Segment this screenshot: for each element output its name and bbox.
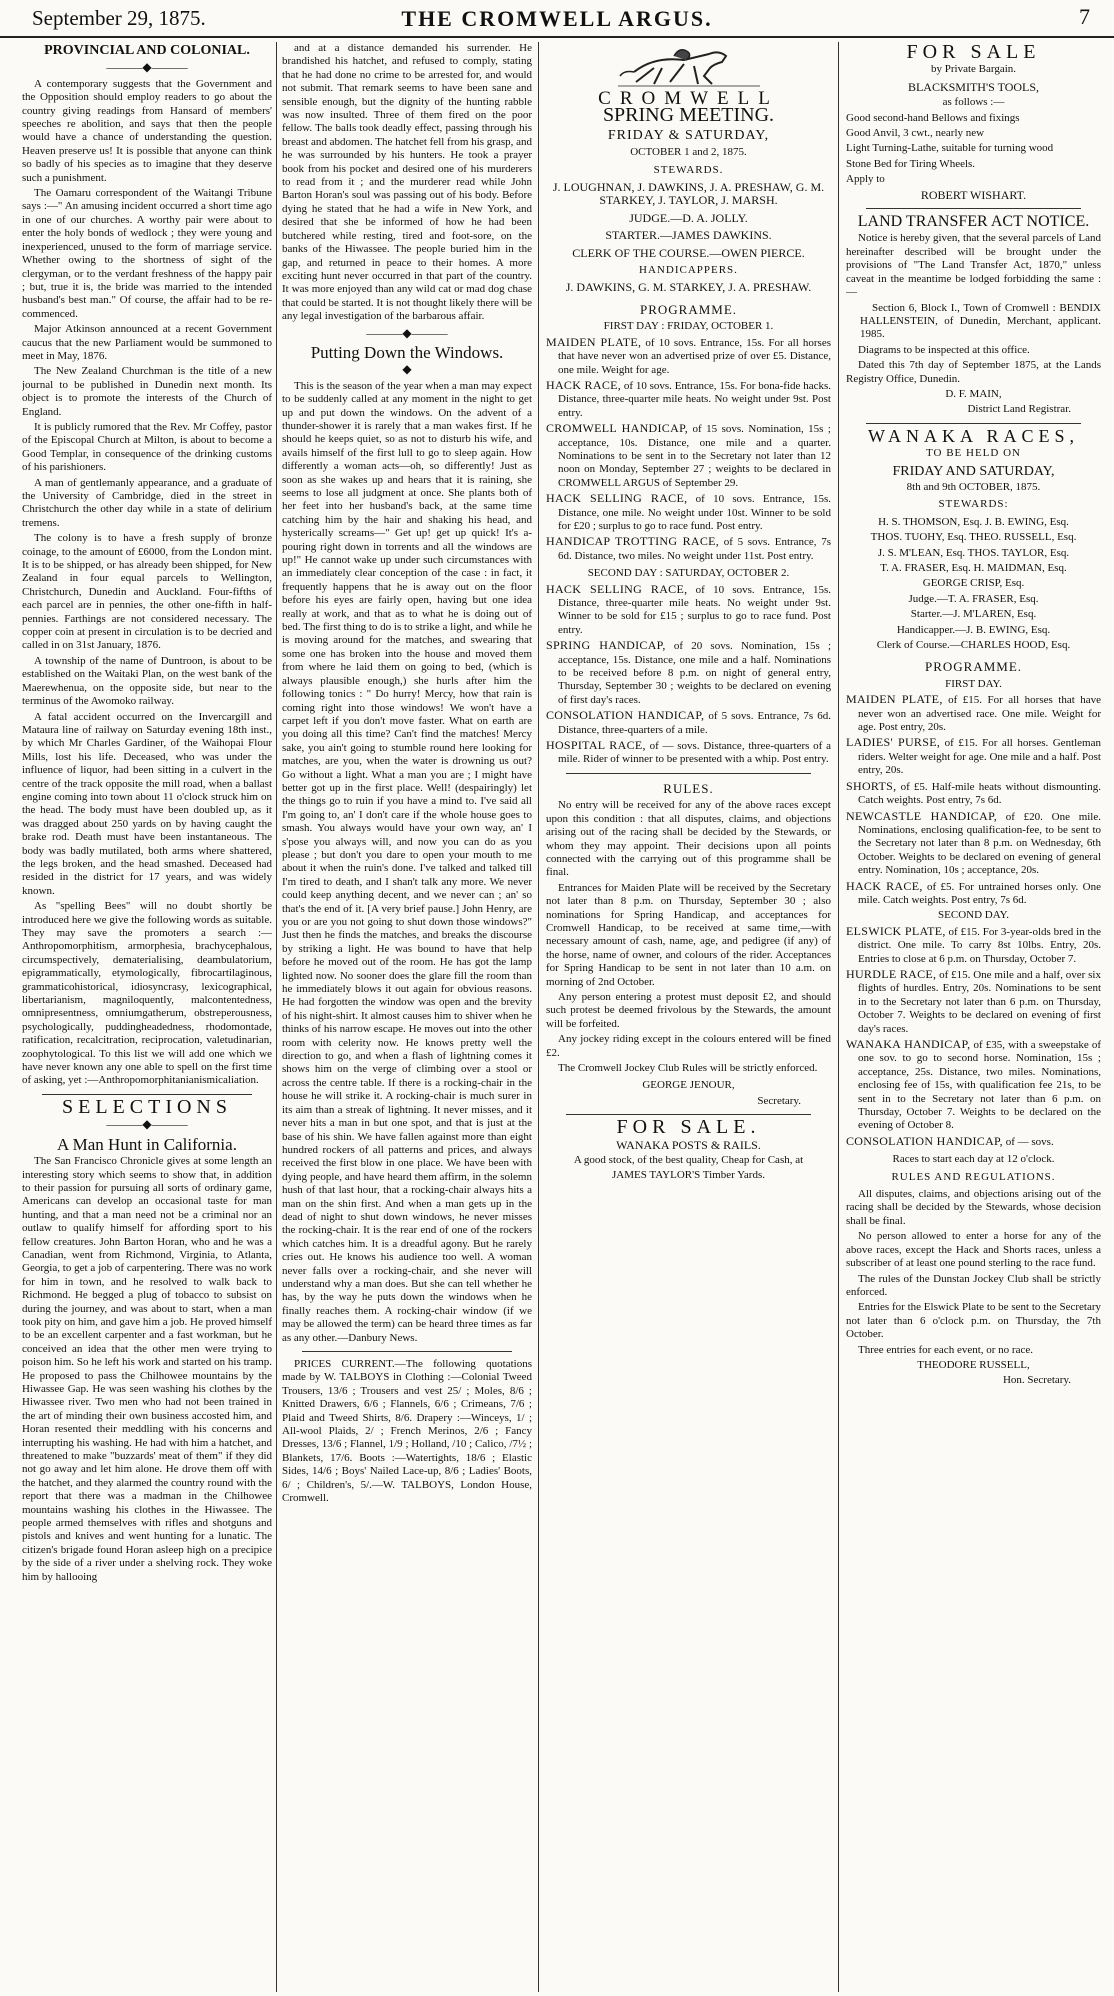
race-name: HOSPITAL RACE, xyxy=(546,738,646,753)
tools-intro: as follows :— xyxy=(942,96,1005,109)
starter: STARTER.—JAMES DAWKINS. xyxy=(605,228,772,243)
race-name: HACK RACE, xyxy=(546,377,622,392)
race-entry xyxy=(546,709,831,737)
ad-title: WANAKA POSTS & RAILS. xyxy=(616,1137,761,1152)
column-rule xyxy=(276,42,277,1992)
race-name: LADIES' PURSE, xyxy=(846,735,941,750)
race-entry xyxy=(546,379,831,420)
divider xyxy=(42,1094,252,1095)
race-entry xyxy=(846,968,1101,1036)
race-details: of 10 sovs. Entrance, 15s. Distance, three-quarter mile heats. No weight under 9st. Winner to be sold for £15 ; surplus to go to race fund. Post entry. xyxy=(558,583,831,636)
steward-name: H. S. THOMSON, Esq. J. B. EWING, Esq. xyxy=(878,515,1069,528)
race-entry xyxy=(546,739,831,767)
race-details: of £5. Half-mile heats without dismounting. Catch weights. Post entry, 7s 6d. xyxy=(858,780,1101,807)
race-name: CONSOLATION HANDICAP, xyxy=(546,708,705,723)
race-entry xyxy=(846,925,1101,966)
race-entry xyxy=(846,780,1101,808)
race-name: SPRING HANDICAP, xyxy=(546,638,666,653)
race-entry xyxy=(846,810,1101,878)
race-entry xyxy=(846,736,1101,777)
selections-heading: SELECTIONS xyxy=(62,1095,232,1118)
wanaka-handicapper: Handicapper.—J. B. EWING, Esq. xyxy=(896,623,1051,636)
race-details: of £35, with a sweepstake of one sov. to go to second horse. Nomination, 15s ; acceptance, 25s. Distance, two miles. Nominations, enclosing fee of 15s, with qualification fee 21s, to be sent in to the Secretary not later than 6 p.m. on Thursday, October 7. Weights to be declared on the evening of October 8. xyxy=(858,1039,1101,1132)
race-entry xyxy=(546,535,831,563)
article-paragraph: The New Zealand Churchman is the title of a new journal to be published in Dunedin next month. Its object is to promote the interests of the Church of England. xyxy=(22,365,272,418)
racehorse-engraving xyxy=(546,42,831,88)
held-on: TO BE HELD ON xyxy=(926,447,1021,460)
rule-paragraph: Entries for the Elswick Plate to be sent to the Secretary not later than 6 o'clock p.m. on Thursday, the 7th October. xyxy=(846,1301,1101,1341)
race-details: of 15 sovs. Nomination, 15s ; acceptance, 10s. Distance, one mile and a quarter. Nominations to be sent in to the Secretary not later than 12 noon on Monday, September 27 ; weights to be declared in CROMWELL ARGUS of September 29. xyxy=(558,423,831,489)
race-name: HANDICAP TROTTING RACE, xyxy=(546,534,720,549)
race-details: of — sovs. Distance, three-quarters of a mile. Rider of winner to be presented with a whip. Post entry. xyxy=(558,740,831,766)
story-continued xyxy=(282,42,532,324)
article-paragraph: Major Atkinson announced at a recent Government caucus that the new Parliament would be summoned to meet in May, 1876. xyxy=(22,323,272,362)
race-details: of £15. One mile and a half, over six flights of hurdles. Entry, 20s. Nominations to be sent in to the Secretary not later than 6 p.m. on Thursday, October 7. Weights to be declared on evening of first day's races. xyxy=(858,968,1101,1035)
second-day-heading: SECOND DAY : SATURDAY, OCTOBER 2. xyxy=(587,567,790,580)
second-day-races xyxy=(546,583,831,767)
divider xyxy=(866,208,1081,209)
rules-heading: RULES. xyxy=(663,780,714,796)
tool-item: Light Turning-Lathe, suitable for turning wood xyxy=(846,142,1054,155)
story-title: A Man Hunt in California. xyxy=(57,1134,237,1154)
meeting-title: CROMWELL xyxy=(598,88,779,109)
race-details: of £5. For untrained horses only. One mile. Catch weights. Post entry, 7s 6d. xyxy=(858,880,1101,906)
ornament-divider: ———◆——— xyxy=(366,325,448,340)
article-paragraph: The colony is to have a fresh supply of bronze coinage, to the amount of £6000, from the London mint. It is to be shipped, or has already been shipped, for New Zealand in four equal parcels to Wellington, Christchurch, Dunedin and Auckland. Four-fifths of each parcel are in pennies, the other one-fifth in half-pennies. Farthings are not considered necessary. The copper coin at present in circulation is to be decried and called in on 31st January, 1876. xyxy=(22,532,272,652)
race-name: HURDLE RACE, xyxy=(846,966,937,981)
column-stories xyxy=(282,42,532,1992)
race-name: HACK SELLING RACE, xyxy=(546,491,688,506)
race-entry xyxy=(546,492,831,533)
steward-name: J. S. M'LEAN, Esq. THOS. TAYLOR, Esq. xyxy=(877,546,1070,559)
article-paragraph: It is publicly rumored that the Rev. Mr Coffey, pastor of the Episcopal Church at Milton, is about to become a Good Templar, in consequence of the drinking customs of his parishioners. xyxy=(22,420,272,474)
rule-paragraph: Entrances for Maiden Plate will be received by the Secretary not later than 8 p.m. on Thursday, September 30 ; also nominations for Spring Handicap, and acceptances for Cromwell Handicap, to be received at same time,—with necessary amount of cash, name, age, and pedigree (if any) of the horse, name of owner, and colours of the rider. Acceptances for Spring Handicap to be sent in not later than 10 a.m. on morning of 2nd October. xyxy=(546,881,831,988)
first-day-heading: FIRST DAY : FRIDAY, OCTOBER 1. xyxy=(603,320,774,333)
article-paragraph: A fatal accident occurred on the Invercargill and Mataura line of railway on Saturday evening 18th inst., by which Mr Charles Gardiner, of the Waihopai Flour Mills, lost his life. Deceased, who was under the influence of liquor, had been sitting in a culvert in the centre of the track opposite the mill road, when a ballast engine coming into town about 11 o'clock struck him on the head. The body must have been doubled up, as it was dragged about 250 yards on by having caught the brake rod. Death must have been instantaneous. The body was badly mutilated, both arms where shattered, the legs broken, and the head smashed. Deceased had resided in the district for 17 years, and was widely known. xyxy=(22,710,272,897)
race-name: ELSWICK PLATE, xyxy=(846,923,946,938)
land-section: Section 6, Block I., Town of Cromwell : BENDIX HALLENSTEIN, of Dunedin, Merchant, applicant. 1985. xyxy=(860,301,1101,341)
registrar-title: District Land Registrar. xyxy=(967,403,1071,416)
race-entry xyxy=(846,1038,1101,1133)
race-name: SHORTS, xyxy=(846,778,897,793)
first-day-races xyxy=(546,336,831,564)
rule-paragraph: No entry will be received for any of the above races except upon this condition : that all disputes, claims, and objections arising out of the racing shall be decided by the Stewards, or whom they may appoint. Their decisions upon all points connected with the carrying out of this programme shall be final. xyxy=(546,799,831,879)
clerk-of-course: CLERK OF THE COURSE.—OWEN PIERCE. xyxy=(572,245,805,260)
divider xyxy=(866,423,1081,424)
paper-title: THE CROMWELL ARGUS. xyxy=(401,6,713,31)
wanaka-first-day-races xyxy=(846,693,1101,907)
column-provincial xyxy=(22,42,272,1992)
wanaka-secretary-title: Hon. Secretary. xyxy=(1002,1374,1071,1387)
column-rule xyxy=(838,42,839,1992)
story-paragraph: and at a distance demanded his surrender. He brandished his hatchet, and refused to comply, stating that he had done no crime to be arrested for, and would not submit. That remark seems to have been sane and sensible enough, but the dignity of the hunting rabble was now insulted. Three of them fired on the poor fellow. The balls took deadly effect, passing through his breast and abdomen. The hatchet fell from his grasp, and he was surrounded by his hunters. He took a prayer book from his pocket and desired one of his murderers to read from it ; and the murderer read while John Barton Horan's soul was passing out of his body. Before dying he stated that he had a wife in New York, and desired that she be informed of how he had been butchered while resting, tired and foot-sore, on the banks of the Hiwassee. The people buried him in the gap, and returned in peace to their homes. A more exciting hunt never occurred in that part of the country. It was more enjoyed than any wild cat or mad dog chase that could be started. It is not thought likely there will be any legal investigation of the barbarous affair. xyxy=(282,42,532,323)
article-paragraph: As "spelling Bees" will no doubt shortly be introduced here we give the following words as suitable. They may save the promoters a search :—Anthropomorphitism, armorphesia, brachycephalous, circumspectively, dematerialising, deambulatorium, epigrammatically, etymologically, fibrocartilaginous, grammaticohistorical, idiosyncrasy, lexicographical, libertarianism, magniloquently, malcontentedness, omnipresentness, omniumgatherum, obstreperousness, psychologically, puddingheadedness, rhodomontade, ratification, recalcitration, reciprocation, valetudinarian, zoophytological. To this list we will add one which we have never known any one able to spell on the first time of asking, yet :—Anthropomorphitanianismicaliation. xyxy=(22,900,272,1087)
meeting-days: FRIDAY & SATURDAY, xyxy=(607,127,770,143)
judge: JUDGE.—D. A. JOLLY. xyxy=(629,210,748,225)
race-name: MAIDEN PLATE, xyxy=(846,692,943,707)
meeting-dates: OCTOBER 1 and 2, 1875. xyxy=(630,146,747,159)
stewards-heading: STEWARDS. xyxy=(653,163,724,176)
race-details: of 10 sovs. Entrance, 15s. For all horses that have never won an advertised prize of over £5. Distance, one mile. Weight for age. xyxy=(558,336,831,376)
section-heading: PROVINCIAL AND COLONIAL. xyxy=(44,43,250,58)
divider xyxy=(566,773,811,774)
story-title: Putting Down the Windows. xyxy=(310,342,504,362)
stewards-list: J. LOUGHNAN, J. DAWKINS, J. A. PRESHAW, G. M. STARKEY, J. TAYLOR, J. MARSH. xyxy=(552,180,825,208)
secretary-title: Secretary. xyxy=(757,1094,801,1107)
ornament-divider: ———◆——— xyxy=(106,60,188,75)
ornament-divider: ◆ xyxy=(402,362,412,377)
race-entry xyxy=(546,422,831,490)
tool-item: Good second-hand Bellows and fixings xyxy=(846,111,1020,124)
story-paragraph: This is the season of the year when a man may expect to be suddenly called at any moment in the night to get up and put down the windows. On the advent of a thunder-shower it is rarely that a man wakes first. If he should he keeps quiet, so as not to disturb his wife, and avails himself of the first lull to go to sleep again. How differently a woman acts—oh, so differently! Just as soon as she wakes up and hears that it is raining, she seems to lose all judgment at once. She plants both of her feet into her husband's back, at the same time catching him by the hair and shaking his head, and hysterically screams—" Get up! get up quick! It's a-pouring right down in torrents and all the windows are up!" He cannot wake up under such circumstances with an immediately clear conception of the case : in fact, it frequently happens that he is away out on the floor before his eyes are fairly open, having but one idea really at work, and that as to what he is doing out of bed. The first thing to do is to strike a light, and while he is moving around for the matches, and swearing that some one has broken into the house and moved them from where he laid them on going to bed, (which is always plausible enough,) she hurls after him the following tonics : " Do hurry! Mercy, how that rain is coming right into those windows! We won't have a carpet left if you don't move faster. What on earth are you doing all this time? Can't find the matches! Mercy sake, you ain't going to stumble round here looking for matches, are you, when the water is drowning us out? Go without a light. What a man you are ; I might have better got up in the first place. Well! (despairingly) let the things go to ruin if you have a mind to. I've said all I'm going to, an' I don't care if the whole house goes to smash. You always would have your own way, an' I s'pose you always will, and now you can do as you please ; but don't you dare to open your mouth to me about it when the ruin's done. I've talked and talked till I'm tired to death, and I shan't talk any more. We never could keep anything decent, and we never can ; an' so that's the end of it. [A very brief pause.] John Henry, are you or are you not going to shut down those windows?" Just then he finds the matches, and breaks the discourse by striking a light. He was bound to have that help before he moved out of the room. He has got the lamp lighted now. No sooner does the glare fill the room than he immediately blows it out again for obvious reasons. He had forgotten the window was open and the brevity of his night-shirt. It almost causes him to shiver when he thinks of his narrow escape. He moves out into the other room with celerity now. He knows pretty well the direction to go, and when a flash of lightning comes it shows him on the verge of climbing over a stool or across the centre table. If there is a rocking-chair in the house he will strike it. A rocking-chair is much surer in its aim than a streak of lightning. It never misses, and it never hits a man in but one spot, and that is just at the base of his shin. We have fallen against more than eight hundred rockers of all patterns and prices, and always received the first blow in one place. We have been with dying people, and have heard them affirm, in the solemn hush of that last hour, that a rocking-chair always hits a man on the shin first. And when a man gets up in the dead of night to shut down windows, he never misses the rocking-chair. It is the rear end of one of the rockers which catches him. It is a dreadful agony. But he rarely cries out. He knows his audience too well. A woman never falls over a rocking-chair, and she never will understand why a man does. But she can tell whether he has, by the way he puts down the windows when he finally reaches them. A rocking-chair window (if we may be allowed the term) can be heard three times as far as any other.—Danbury News. xyxy=(282,379,532,1344)
column-rule xyxy=(538,42,539,1992)
wanaka-judge: Judge.—T. A. FRASER, Esq. xyxy=(908,592,1039,605)
race-entry xyxy=(546,583,831,638)
land-transfer-text: Notice is hereby given, that the several parcels of Land hereinafter described will be brought under the provisions of "The Land Transfer Act, 1870," unless caveat in the meantime be lodged forbidding the same :— xyxy=(846,232,1101,299)
rule-paragraph: The rules of the Dunstan Jockey Club shall be strictly enforced. xyxy=(846,1272,1101,1298)
wanaka-start-time: Races to start each day at 12 o'clock. xyxy=(892,1153,1055,1166)
story-paragraph: The San Francisco Chronicle gives at some length an interesting story which seems to show that, in addition to their passion for pursuing all sorts of ordinary game, Americans can develop an occasional taste for man hunting, and that a man need not be a criminal nor an outlaw to qualify himself for affording sport to his fellow creatures. John Barton Horan, who and he was a Canadian, went from Richmond, Virginia, to Atlanta, Georgia, to get a job of carpentering. There was no work for him in town, and he resolved to walk back to Richmond. He begged a plug of tobacco to subsist on during the journey, and was about to start, when a man took pity on him, and gave him a job. He proved himself to be an excellent carpenter and a fast workman, but he conceived an idea that the other men were trying to poison him. So he left his work and started on his tramp. He proposed to pass the Chilhowee mountains by the Hiwassee Gap. He was seen washing his clothes by the Hiwassee river. Two men who had not been trained in the art of minding their own business accosted him, and Horan resented their meddling with his concerns and interrupting his washing. He had with him a hatchet, and threatened to make "buzzards' meat of them" if they did not go away and let him alone. He drove them off with the hatchet, and they alarmed the country round with the report that there was a madman in the Chilhowee mountains washing his clothes in the Hiwassee. The people armed themselves with rifles and shotguns and pistols and knives and went hunting for a lunatic. The citizen's brigade found Horan asleep high on a precipice by the side of a river under a shelving rock. They woke him by hallooing xyxy=(22,1155,272,1583)
wanaka-second-day: SECOND DAY. xyxy=(938,909,1009,922)
wanaka-stewards-list xyxy=(846,516,1101,591)
race-details: of £15. For all horses. Gentleman riders. Welter weight for age. One mile and a half. Post entry, 20s. xyxy=(858,737,1101,777)
race-details: of £15. For 3-year-olds bred in the district. One mile. To carry 8st 10lbs. Entry, 20s. Entries to close at 6 p.m. on Thursday, October 7. xyxy=(858,925,1101,965)
racehorse-icon xyxy=(614,42,764,88)
for-sale-heading: FOR SALE. xyxy=(616,1116,761,1139)
rule-paragraph: No person allowed to enter a horse for any of the above races, except the Hack and Shorts races, unless a subscriber of at least one pound sterling to the race fund. xyxy=(846,1230,1101,1270)
race-name: HACK SELLING RACE, xyxy=(546,581,688,596)
race-details: of 20 sovs. Nomination, 15s ; acceptance, 15s. Distance, one mile and a half. Nominations to be received before 8 p.m. on night of general entry, Thursday, September 30 ; weights to be declared on evening of first day's races. xyxy=(558,640,831,706)
story-body xyxy=(22,1155,272,1584)
wanaka-stewards-heading: STEWARDS: xyxy=(938,498,1009,511)
rule-paragraph: Any jockey riding except in the colours entered will be fined £2. xyxy=(546,1033,831,1059)
race-details: of £20. One mile. Nominations, enclosing qualification-fee, to be sent to the Secretary not later than 8 p.m. on Wednesday, 6th October. Weights to be declared on evening of general entry. Nomination, 10s ; acceptance, 20s. xyxy=(858,810,1101,877)
tool-item: Stone Bed for Tiring Wheels. xyxy=(846,157,976,170)
article-paragraph: A township of the name of Duntroon, is about to be established on the Waitaki Plan, on the west bank of the Maerewhenua, on the opposite side, but near to the terminus of the Awomoko railway. xyxy=(22,654,272,708)
race-entry xyxy=(846,880,1101,908)
land-dated: Dated this 7th day of September 1875, at the Lands Registry Office, Dunedin. xyxy=(846,359,1101,385)
ornament-divider: ———◆——— xyxy=(106,1117,188,1132)
wanaka-secretary: THEODORE RUSSELL, xyxy=(917,1358,1030,1371)
race-details: of — sovs. xyxy=(1002,1135,1054,1148)
race-details: of 10 sovs. Entrance, 15s. For bona-fide hacks. Distance, three-quarter mile heats. No weight under 9st. Post entry. xyxy=(558,379,831,419)
provincial-articles xyxy=(22,78,272,1088)
seller-name: ROBERT WISHART. xyxy=(920,187,1027,202)
secretary-name: GEORGE JENOUR, xyxy=(642,1079,735,1092)
prices-current: PRICES CURRENT.—The following quotations made by W. TALBOYS in Clothing :—Colonial Tweed Trousers, 13/6 ; Trousers and vest 25/ ; Moles, 8/6 ; Knitted Drawers, 6/6 ; Flannels, 6/6 ; Crimeans, 7/6 ; Plaid and Tweed Shirts, 8/6. Drapery :—Winceys, 1/ ; All-wool Plaids, 2/ ; French Merinos, 2/6 ; Fancy Dresses, 13/6 ; Flannel, 1/9 ; Holland, /10 ; Calico, /7½ ; Blankets, 17/6. Boots :—Watertights, 18/6 ; Elastic Sides, 14/6 ; Boys' Nailed Lace-up, 8/6 ; Ladies' Boots, 6/ ; Children's, 5/.—W. TALBOYS, London House, Cromwell. xyxy=(282,1358,532,1505)
article-paragraph: The Oamaru correspondent of the Waitangi Tribune says :—" An amusing incident occurred a short time ago in one of our churches. A worthy pair were about to enter the holy bonds of wedlock ; they were young and inexperienced, unused to the form of marriage service. Whether owing to the shortness of sight of the clergyman, or to the verdant freshness of the happy pair ; but, true it is, the bride was married to the intended husband's best man." Of course, the affair had to be re-commenced. xyxy=(22,187,272,320)
programme-heading: PROGRAMME. xyxy=(639,301,738,317)
race-entry xyxy=(846,1135,1101,1149)
race-name: WANAKA HANDICAP, xyxy=(846,1037,971,1051)
tool-item: Good Anvil, 3 cwt., nearly new xyxy=(846,127,985,140)
column-spring-meeting xyxy=(546,42,831,1992)
race-details: of 10 sovs. Entrance, 15s. Distance, one mile. No weight under 10st. Winner to be sold for £20 ; surplus to go to race fund. Post entry. xyxy=(558,493,831,532)
issue-date: September 29, 1875. xyxy=(32,6,206,30)
race-entry xyxy=(846,693,1101,734)
rules-list xyxy=(546,799,831,1075)
page-number: 7 xyxy=(1079,4,1090,29)
wanaka-programme-heading: PROGRAMME. xyxy=(924,659,1023,675)
wanaka-second-day-races xyxy=(846,925,1101,1150)
wanaka-starter: Starter.—J. M'LAREN, Esq. xyxy=(910,608,1037,621)
wanaka-clerk: Clerk of Course.—CHARLES HOOD, Esq. xyxy=(876,639,1071,652)
race-entry xyxy=(546,336,831,377)
registrar-name: D. F. MAIN, xyxy=(945,387,1002,400)
article-paragraph: A man of gentlemanly appearance, and a graduate of the University of Cambridge, died in the street in Christchurch the other day while in a state of delirium tremens. xyxy=(22,476,272,529)
divider xyxy=(566,1114,811,1115)
wanaka-days: FRIDAY AND SATURDAY, xyxy=(892,463,1055,479)
ad-signature: JAMES TAYLOR'S Timber Yards. xyxy=(611,1169,765,1182)
story-body xyxy=(282,380,532,1345)
race-details: of 5 sovs. Entrance, 7s 6d. Distance, three-quarters of a mile. xyxy=(558,710,831,736)
race-name: NEWCASTLE HANDICAP, xyxy=(846,808,998,823)
ad-text: A good stock, of the best quality, Cheap for Cash, at xyxy=(573,1154,804,1167)
race-details: of 5 sovs. Entrance, 7s 6d. Distance, two miles. No weight under 11st. Post entry. xyxy=(558,536,831,562)
steward-name: T. A. FRASER, Esq. H. MAIDMAN, Esq. xyxy=(880,562,1067,574)
tools-list xyxy=(846,112,1101,172)
land-diagrams: Diagrams to be inspected at this office. xyxy=(858,343,1030,356)
rule-paragraph: Any person entering a protest must deposit £2, and should such protest be deemed frivolous by the Stewards, the amount will be forfeited. xyxy=(546,990,831,1030)
handicappers-list: J. DAWKINS, G. M. STARKEY, J. A. PRESHAW. xyxy=(565,280,812,295)
race-entry xyxy=(546,639,831,707)
masthead xyxy=(0,0,1114,38)
race-name: MAIDEN PLATE, xyxy=(546,334,642,349)
for-sale-subtitle: by Private Bargain. xyxy=(930,63,1017,76)
rule-paragraph: The Cromwell Jockey Club Rules will be strictly enforced. xyxy=(558,1062,818,1074)
steward-name: THOS. TUOHY, Esq. THEO. RUSSELL, Esq. xyxy=(870,531,1077,544)
for-sale-heading: FOR SALE xyxy=(906,42,1041,63)
race-name: CROMWELL HANDICAP, xyxy=(546,421,689,436)
race-name: CONSOLATION HANDICAP, xyxy=(846,1133,1003,1148)
apply-label: Apply to xyxy=(846,173,885,186)
handicappers-heading: HANDICAPPERS. xyxy=(639,264,738,277)
land-transfer-heading: LAND TRANSFER ACT NOTICE. xyxy=(857,213,1090,231)
tools-heading: BLACKSMITH'S TOOLS, xyxy=(907,79,1040,94)
steward-name: GEORGE CRISP, Esq. xyxy=(922,577,1025,590)
wanaka-rules-list xyxy=(846,1188,1101,1357)
divider xyxy=(302,1351,512,1352)
meeting-subtitle: SPRING MEETING. xyxy=(602,104,775,127)
wanaka-rules-heading: RULES AND REGULATIONS. xyxy=(891,1170,1056,1183)
race-name: HACK RACE, xyxy=(846,878,923,893)
wanaka-dates: 8th and 9th OCTOBER, 1875. xyxy=(906,480,1041,493)
wanaka-races-heading: WANAKA RACES, xyxy=(867,425,1079,446)
race-details: of £15. For all horses that have never won an advertised race. One mile. Weight for age. Post entry, 20s. xyxy=(858,694,1101,734)
article-paragraph: A contemporary suggests that the Government and the Opposition should employ readers to go about the country giving readings from Hansard of members' speeches re abolition, and says that then the people would have a chance of understanding the question. Heaven preserve us! It is possible that anyone can think so badly of his species as to imagine that they deserve such a punishment. xyxy=(22,77,272,184)
rule-paragraph: Three entries for each event, or no race. xyxy=(858,1343,1033,1356)
column-notices xyxy=(846,42,1101,1992)
rule-paragraph: All disputes, claims, and objections arising out of the racing shall be decided by the Stewards, whose decision shall be final. xyxy=(846,1188,1101,1227)
wanaka-first-day: FIRST DAY. xyxy=(945,677,1002,690)
